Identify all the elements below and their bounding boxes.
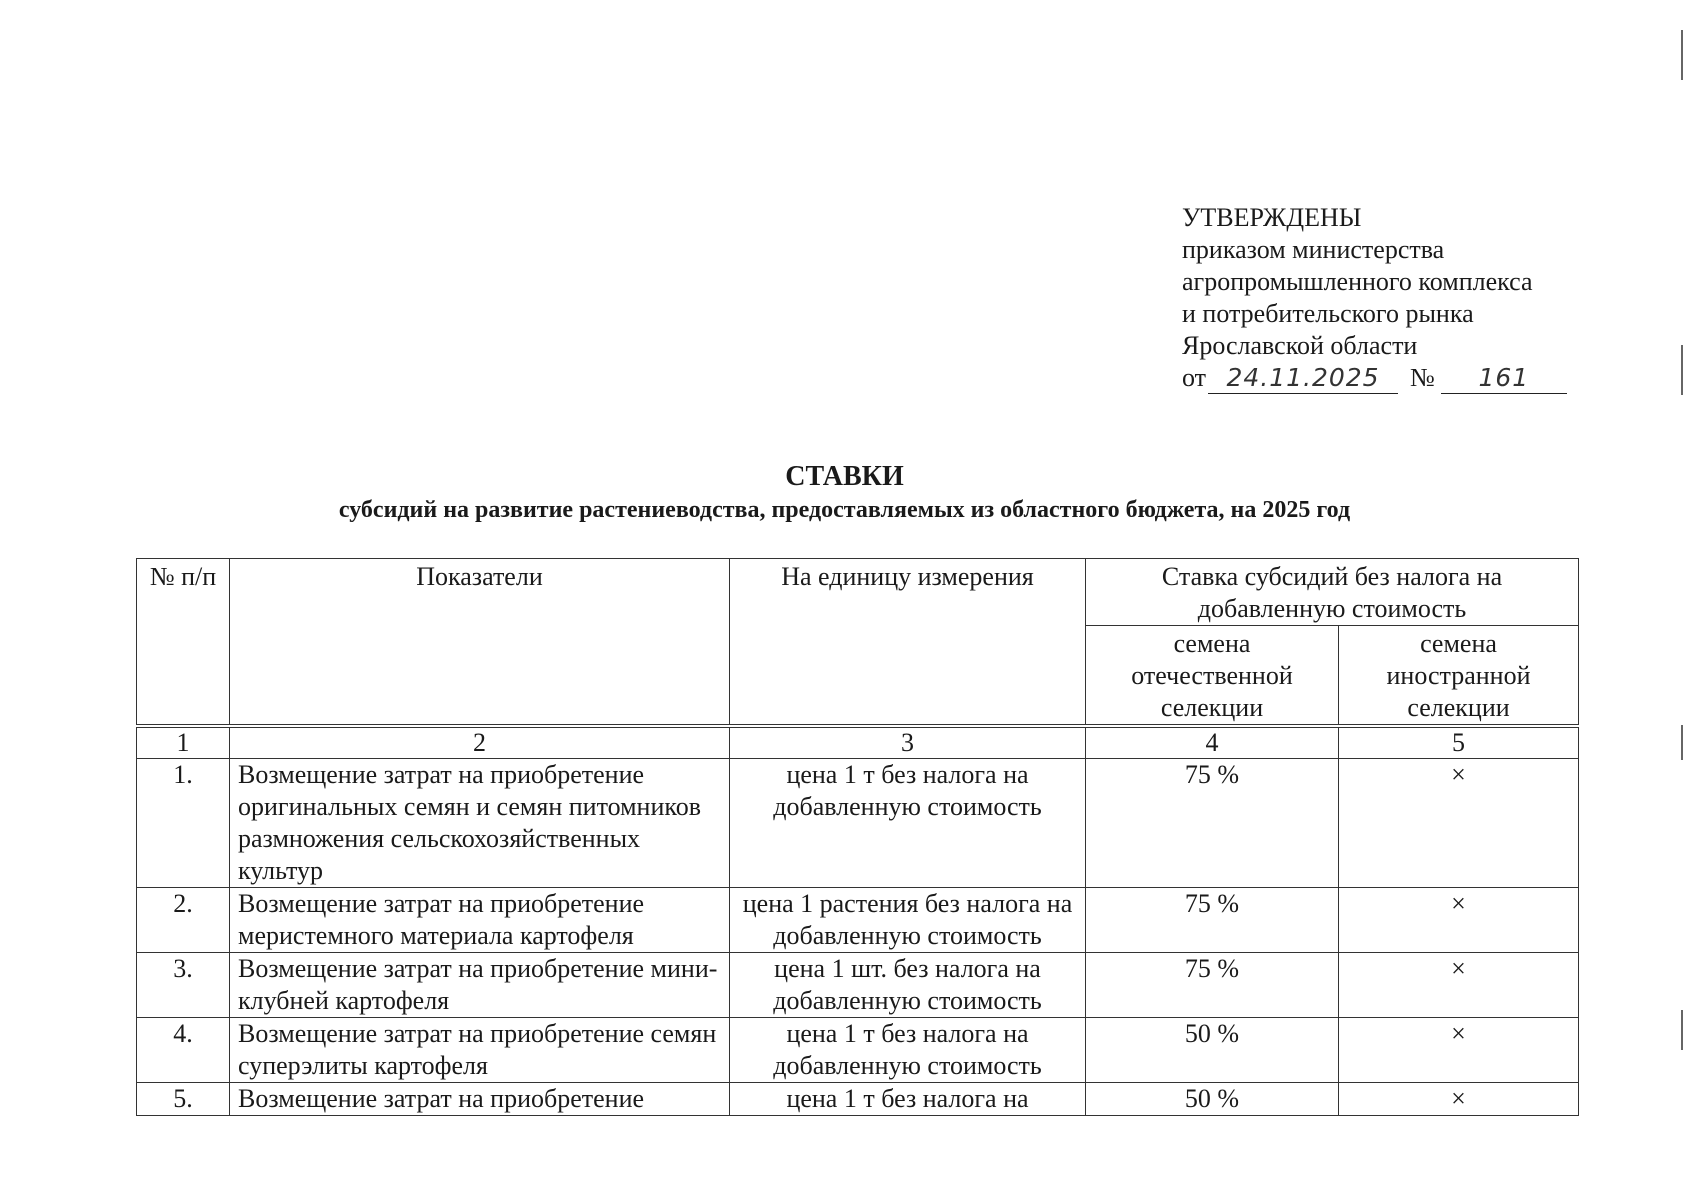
row-num: 1. bbox=[137, 759, 230, 888]
table-row bbox=[137, 1083, 1579, 1116]
order-number: 161 bbox=[1441, 363, 1567, 394]
row-indicator: Возмещение затрат на приобретение bbox=[230, 1083, 730, 1116]
date-prefix: от bbox=[1182, 363, 1207, 392]
header-rate: Ставка субсидий без налога на добавленную стоимость bbox=[1086, 559, 1579, 626]
subsidy-rates-table bbox=[136, 558, 1579, 1116]
row-domestic-rate: 50 % bbox=[1086, 1018, 1339, 1083]
number-sign: № bbox=[1410, 363, 1435, 392]
header-indicator: Показатели bbox=[230, 559, 730, 727]
row-indicator: Возмещение затрат на приобретение оригинальных семян и семян питомников размножения сельскохозяйственных культур bbox=[230, 759, 730, 888]
row-domestic-rate: 75 % bbox=[1086, 953, 1339, 1018]
column-number: 3 bbox=[730, 726, 1086, 759]
table-row bbox=[137, 759, 1579, 888]
row-num: 2. bbox=[137, 888, 230, 953]
row-indicator: Возмещение затрат на приобретение мини-клубней картофеля bbox=[230, 953, 730, 1018]
row-unit: цена 1 шт. без налога на добавленную стоимость bbox=[730, 953, 1086, 1018]
scan-edge-mark bbox=[1681, 345, 1683, 395]
row-num: 3. bbox=[137, 953, 230, 1018]
document-heading bbox=[0, 460, 1689, 526]
approval-heading: УТВЕРЖДЕНЫ bbox=[1182, 203, 1362, 232]
approval-line: агропромышленного комплекса bbox=[1182, 267, 1533, 296]
table-row bbox=[137, 888, 1579, 953]
row-domestic-rate: 75 % bbox=[1086, 888, 1339, 953]
row-unit: цена 1 растения без налога на добавленную стоимость bbox=[730, 888, 1086, 953]
table-header-row bbox=[137, 559, 1579, 626]
header-domestic: семена отечественной селекции bbox=[1086, 626, 1339, 727]
column-number: 5 bbox=[1339, 726, 1579, 759]
document-title: СТАВКИ bbox=[785, 461, 904, 492]
approval-line: и потребительского рынка bbox=[1182, 299, 1474, 328]
scan-edge-mark bbox=[1681, 30, 1683, 80]
column-number-row bbox=[137, 726, 1579, 759]
header-num: № п/п bbox=[137, 559, 230, 727]
document-subtitle: субсидий на развитие растениеводства, предоставляемых из областного бюджета, на 2025 год bbox=[338, 497, 1351, 523]
table-row bbox=[137, 953, 1579, 1018]
approval-line: Ярославской области bbox=[1182, 331, 1418, 360]
row-foreign-rate: × bbox=[1339, 759, 1579, 888]
table-row bbox=[137, 1018, 1579, 1083]
row-unit: цена 1 т без налога на добавленную стоимость bbox=[730, 759, 1086, 888]
column-number: 2 bbox=[230, 726, 730, 759]
header-unit: На единицу измерения bbox=[730, 559, 1086, 727]
row-foreign-rate: × bbox=[1339, 1083, 1579, 1116]
row-indicator: Возмещение затрат на приобретение меристемного материала картофеля bbox=[230, 888, 730, 953]
column-number: 1 bbox=[137, 726, 230, 759]
row-unit: цена 1 т без налога на добавленную стоимость bbox=[730, 1018, 1086, 1083]
approval-date-line bbox=[1182, 362, 1567, 394]
scan-edge-mark bbox=[1681, 725, 1683, 760]
row-domestic-rate: 75 % bbox=[1086, 759, 1339, 888]
header-foreign: семена иностранной селекции bbox=[1339, 626, 1579, 727]
row-foreign-rate: × bbox=[1339, 1018, 1579, 1083]
column-number: 4 bbox=[1086, 726, 1339, 759]
row-unit: цена 1 т без налога на bbox=[730, 1083, 1086, 1116]
row-foreign-rate: × bbox=[1339, 953, 1579, 1018]
row-indicator: Возмещение затрат на приобретение семян суперэлиты картофеля bbox=[230, 1018, 730, 1083]
row-foreign-rate: × bbox=[1339, 888, 1579, 953]
row-num: 5. bbox=[137, 1083, 230, 1116]
row-num: 4. bbox=[137, 1018, 230, 1083]
scan-edge-mark bbox=[1681, 1010, 1683, 1050]
order-date: 24.11.2025 bbox=[1208, 363, 1398, 394]
approval-line: приказом министерства bbox=[1182, 235, 1445, 264]
row-domestic-rate: 50 % bbox=[1086, 1083, 1339, 1116]
approval-stamp bbox=[1182, 202, 1567, 394]
